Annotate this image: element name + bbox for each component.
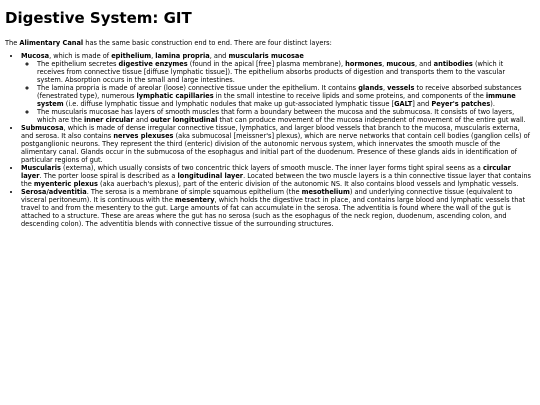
term: mucous — [386, 60, 415, 68]
item-text: , and — [414, 60, 434, 68]
term: digestive enzymes — [118, 60, 188, 68]
mucosa-sublist — [21, 60, 532, 124]
item-text: (found in the apical [free] plasma membrane), — [187, 60, 346, 68]
item-text: that can produce movement of the mucosa independent of movement of the entire gut wall. — [217, 116, 526, 124]
layer-text: , and — [209, 52, 229, 60]
term: myenteric plexus — [33, 180, 98, 188]
layer-text: . The serosa is a membrane of simple squamous epithelium (the — [86, 188, 302, 196]
layer-text: . The porter loose spiral is described as a — [39, 172, 178, 180]
item-text: , — [382, 60, 387, 68]
intro-paragraph — [5, 39, 532, 47]
sublist-item-lamina-propria — [37, 84, 532, 108]
term: circular layer — [21, 164, 511, 180]
item-text: (which it receives from connective tissue [diffuse lymphatic tissue]). The epithelium absorbs products of digestion and transports them to the vascular system. Absorption occurs in the small and large intestines. — [37, 60, 506, 84]
term: hormones — [345, 60, 383, 68]
term: muscularis mucosae — [228, 52, 304, 60]
item-text: , — [382, 84, 388, 92]
layers-list — [5, 52, 532, 228]
term: mesothelium — [301, 188, 350, 196]
term: immune system — [37, 92, 516, 108]
layer-name: Mucosa — [21, 52, 50, 60]
layer-text: (aka submucosal [meissner's] plexus), which are nerve networks that contain cell bodies (ganglion cells) of postganglionic neurons. They represent the third (enteric) division of the autonomic nervous system, which innervates the smooth muscle of the alimentary canal. Glands occur in the submucosa of the esophagus and initial part of the duodenum. Presence of these glands aids in identification of particular regions of gut. — [21, 132, 530, 164]
layer-item-muscularis — [21, 164, 532, 188]
term: longitudinal layer — [177, 172, 244, 180]
item-text: in the small intestine to receive lipids and some proteins, and components of the — [213, 92, 486, 100]
layer-text: , — [151, 52, 156, 60]
layer-item-mucosa — [21, 52, 532, 124]
item-text: ] and — [412, 100, 432, 108]
term: Peyer's patches — [431, 100, 491, 108]
item-text: (i.e. diffuse lymphatic tissue and lymphatic nodules that make up gut-associated lymphatic tissue [ — [63, 100, 395, 108]
item-text: ). — [490, 100, 495, 108]
alimentary-canal-term: Alimentary Canal — [19, 39, 84, 47]
sublist-item-epithelium — [37, 60, 532, 84]
layer-text: ) and underlying connective tissue (equivalent to visceral peritoneum). It is continuous with the — [21, 188, 513, 204]
term: vessels — [387, 84, 415, 92]
layer-text: (aka auerbach's plexus), part of the enteric division of the autonomic NS. It also contains blood vessels and lymphatic vessels. — [97, 180, 519, 188]
term: epithelium — [111, 52, 152, 60]
layer-text: (externa), which usually consists of two concentric thick layers of smooth muscle. The inner layer forms tight spiral seens as a — [60, 164, 483, 172]
layer-name: Serosa/adventitia — [21, 188, 87, 196]
term: GALT — [394, 100, 413, 108]
term: lymphatic capillaries — [136, 92, 214, 100]
item-text: and — [133, 116, 151, 124]
term: lamina propria — [155, 52, 210, 60]
term: nerves plexuses — [113, 132, 174, 140]
item-text: The epithelium secretes — [37, 60, 119, 68]
layer-item-serosa — [21, 188, 532, 228]
layer-item-submucosa — [21, 124, 532, 164]
page-title: Digestive System: GIT — [5, 9, 192, 27]
layer-text: . Located between the two muscle layers is a thin connective tissue layer that contains the — [21, 172, 531, 188]
item-text: The lamina propria is made of areolar (loose) connective tissue under the epithelium. It contains — [37, 84, 359, 92]
layer-name: Muscularis — [21, 164, 61, 172]
intro-text: The — [5, 39, 20, 47]
layer-text: , which is made of — [49, 52, 112, 60]
term: mesentery — [174, 196, 215, 204]
layer-text: , which is made of dense irregular connective tissue, lymphatics, and larger blood vessels that branch to the mucosa, muscularis externa, and serosa. It also contains — [21, 124, 520, 140]
item-text: to receive absorbed substances (fenestrated type), numerous — [37, 84, 522, 100]
term: inner circular — [83, 116, 134, 124]
sublist-item-muscularis-mucosae — [37, 108, 532, 124]
term: outer longitudinal — [150, 116, 218, 124]
layer-name: Submucosa — [21, 124, 64, 132]
term: antibodies — [433, 60, 473, 68]
layer-text: , which holds the digestive tract in place, and contains large blood and lymphatic vessels that travel to and from the mesentery to the gut. Large amounts of fat can accumulate in the serosa. The adventitia is found where the wall of the gut is attached to a structure. These are areas where the gut has no serosa (such as the esophagus of the neck region, duodenum, ascending colon, and descending colon). The adventitia blends with connective tissue of the surrounding structures. — [21, 196, 526, 228]
term: glands — [358, 84, 383, 92]
intro-text: has the same basic construction end to end. There are four distinct layers: — [83, 39, 332, 47]
item-text: The muscularis mucosae has layers of smooth muscles that form a boundary between the mucosa and the submucosa. It consists of two layers, which are the — [37, 108, 515, 124]
